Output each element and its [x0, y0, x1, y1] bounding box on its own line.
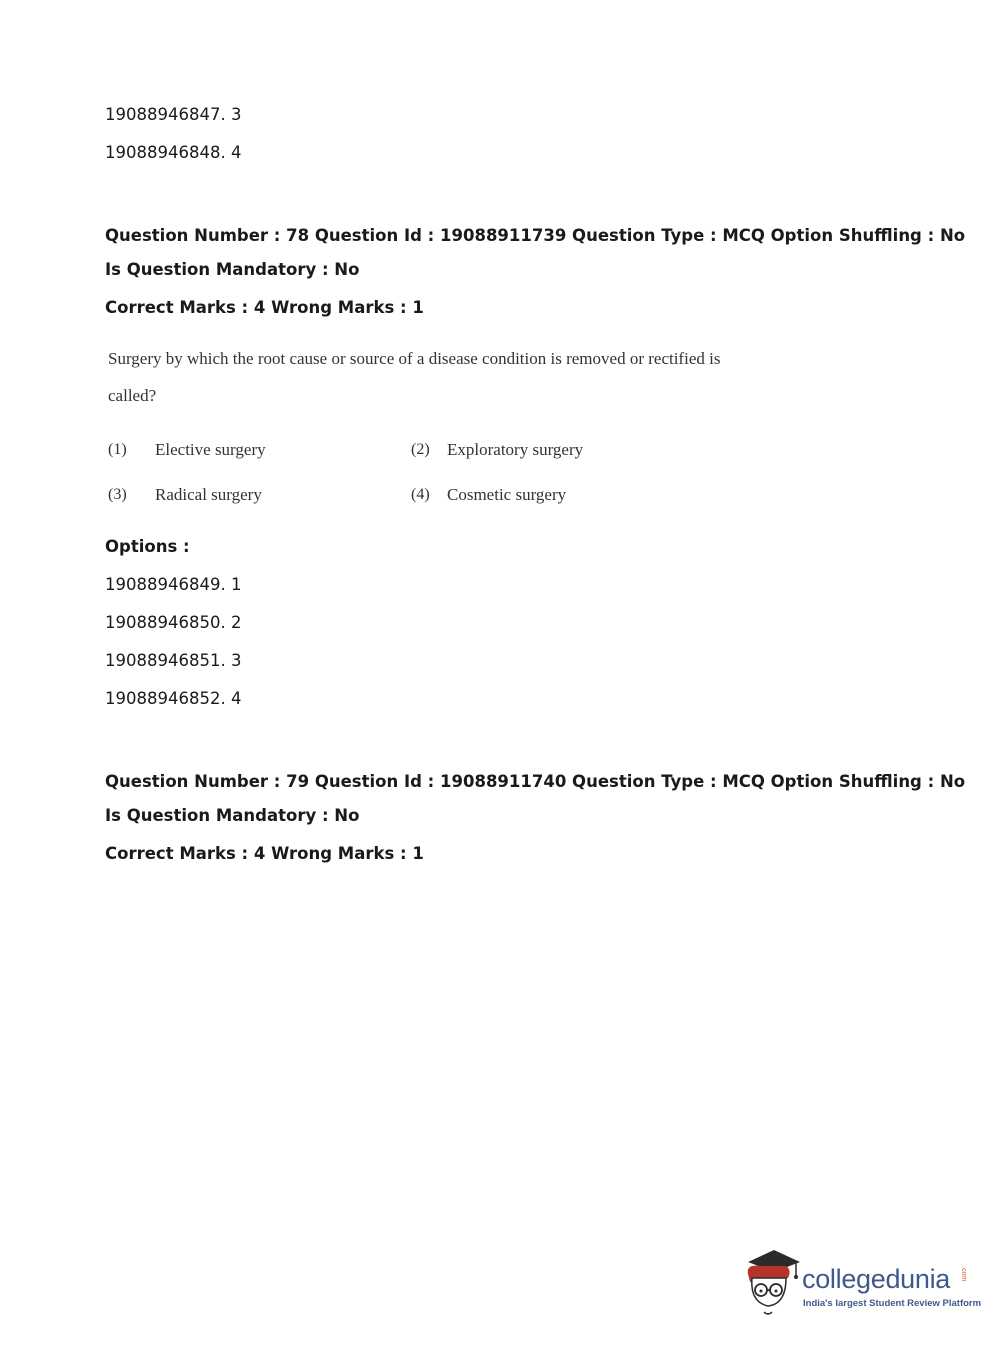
logo-tagline: India's largest Student Review Platform	[803, 1298, 982, 1309]
choice-2-text: Exploratory surgery	[447, 440, 584, 459]
collegedunia-logo	[740, 1248, 982, 1320]
option-line: 19088946849. 1	[105, 575, 242, 594]
option-line: 19088946851. 3	[105, 651, 242, 670]
choice-3-number: (3)	[108, 486, 127, 503]
choice-3-text: Radical surgery	[155, 485, 262, 504]
choice-2-number: (2)	[411, 441, 430, 458]
logo-wordmark: collegedunia	[802, 1264, 951, 1294]
logo-com: .com	[960, 1266, 967, 1282]
option-line: 19088946852. 4	[105, 689, 242, 708]
mascot-icon	[740, 1248, 802, 1320]
question-78-text-line1: Surgery by which the root cause or source of a disease condition is removed or rectified is	[108, 349, 721, 368]
question-78-text-line2: called?	[108, 386, 157, 405]
options-label: Options :	[105, 537, 190, 556]
question-79-marks: Correct Marks : 4 Wrong Marks : 1	[105, 844, 424, 863]
option-line: 19088946847. 3	[105, 105, 242, 124]
option-line: 19088946850. 2	[105, 613, 242, 632]
question-79-header: Question Number : 79 Question Id : 19088911740 Question Type : MCQ Option Shuffling : No	[105, 772, 966, 791]
question-79-mandatory: Is Question Mandatory : No	[105, 806, 360, 825]
option-line: 19088946848. 4	[105, 143, 242, 162]
choice-1-text: Elective surgery	[155, 440, 266, 459]
question-78-mandatory: Is Question Mandatory : No	[105, 260, 360, 279]
question-78-marks: Correct Marks : 4 Wrong Marks : 1	[105, 298, 424, 317]
question-78-header: Question Number : 78 Question Id : 19088911739 Question Type : MCQ Option Shuffling : No	[105, 226, 966, 245]
choice-1-number: (1)	[108, 441, 127, 458]
choice-4-text: Cosmetic surgery	[447, 485, 567, 504]
choice-4-number: (4)	[411, 486, 430, 503]
